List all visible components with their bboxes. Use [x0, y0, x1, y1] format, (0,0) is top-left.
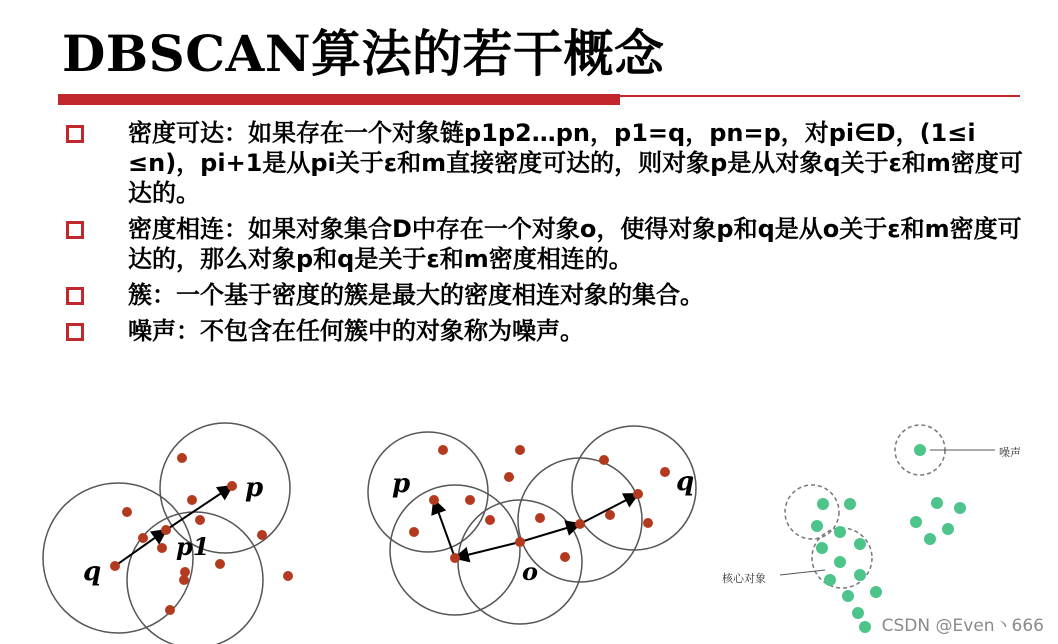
bullet-cluster	[66, 280, 1026, 310]
bullet-text: 密度可达：如果存在一个对象链p1p2…pn，p1=q，pn=p，对pi∈D，(1≤i ≤n)，pi+1是从pi关于ε和m直接密度可达的，则对象p是从对象q关于ε和m密度可达的。	[128, 119, 1023, 207]
label-p: p	[245, 473, 264, 503]
bullet-box-icon	[66, 287, 84, 305]
watermark: CSDN @Even丶666	[881, 616, 1044, 636]
label-q: q	[83, 557, 102, 587]
bullet-density-reachable	[66, 118, 1026, 208]
bullet-box-icon	[66, 125, 84, 143]
label-o: o	[522, 557, 539, 586]
bullet-text: 噪声：不包含在任何簇中的对象称为噪声。	[128, 317, 584, 345]
bullet-density-connected	[66, 214, 1026, 274]
title-underline-line	[620, 95, 1020, 97]
figure-density-connected	[368, 426, 696, 624]
label-q: q	[676, 467, 695, 497]
title-underline-bar	[58, 94, 620, 105]
figure-density-reachable	[43, 423, 293, 644]
bullet-text: 簇：一个基于密度的簇是最大的密度相连对象的集合。	[128, 281, 704, 309]
bullet-list	[66, 118, 1026, 352]
bullet-noise	[66, 316, 1026, 346]
slide-title: DBSCAN算法的若干概念	[62, 24, 665, 83]
bullet-box-icon	[66, 323, 84, 341]
bullet-box-icon	[66, 221, 84, 239]
figure-core-and-noise	[722, 425, 1021, 633]
label-p: p	[392, 469, 411, 499]
label-noise: 噪声	[999, 446, 1021, 459]
bullet-text: 密度相连：如果对象集合D中存在一个对象o，使得对象p和q是从o关于ε和m密度可达的，那么对象p和q是关于ε和m密度相连的。	[128, 215, 1022, 273]
label-p1: p1	[176, 532, 210, 561]
label-core: 核心对象	[722, 572, 766, 585]
